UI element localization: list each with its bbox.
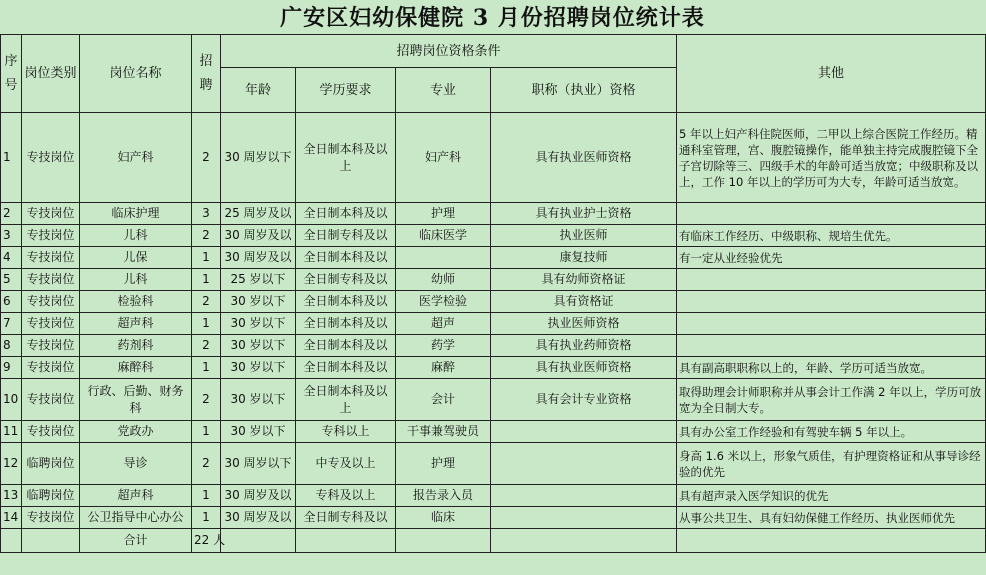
cell-position: 麻醉科 xyxy=(80,357,192,379)
cell-position: 临床护理 xyxy=(80,203,192,225)
cell-major: 护理 xyxy=(396,443,491,485)
cell-major: 临床医学 xyxy=(396,225,491,247)
cell-seq: 4 xyxy=(1,247,22,269)
cell-education: 全日制专科及以 xyxy=(296,225,396,247)
cell-seq: 7 xyxy=(1,313,22,335)
cell-other: 具有副高职职称以上的，年龄、学历可适当放宽。 xyxy=(677,357,986,379)
cell-other: 5 年以上妇产科住院医师，二甲以上综合医院工作经历。精通科室管理，宫、腹腔镜操作，能单独主持完成腹腔镜下全子宫切除等三、四级手术的年龄可适当放宽；中级职称及以上，工作 10 年以上的学历可为大专，年龄可适当放宽。 xyxy=(677,113,986,203)
cell-age: 30 周岁及以 xyxy=(221,225,296,247)
cell-position: 妇产科 xyxy=(80,113,192,203)
cell-education: 全日制本科及以 xyxy=(296,247,396,269)
cell-age: 30 周岁及以 xyxy=(221,247,296,269)
table-row xyxy=(1,313,986,335)
cell-education: 专科以上 xyxy=(296,421,396,443)
cell-education: 全日制专科及以 xyxy=(296,507,396,529)
cell-other xyxy=(677,291,986,313)
cell-position: 检验科 xyxy=(80,291,192,313)
cell-count: 2 xyxy=(192,291,221,313)
cell-count: 1 xyxy=(192,247,221,269)
cell-position: 导诊 xyxy=(80,443,192,485)
recruitment-table xyxy=(0,34,986,553)
cell-education: 全日制专科及以 xyxy=(296,269,396,291)
cell-age: 30 周岁及以 xyxy=(221,507,296,529)
cell-count: 2 xyxy=(192,335,221,357)
table-row xyxy=(1,421,986,443)
cell-education: 全日制本科及以 xyxy=(296,291,396,313)
cell-age: 30 岁以下 xyxy=(221,335,296,357)
cell-age: 30 岁以下 xyxy=(221,379,296,421)
cell-major: 幼师 xyxy=(396,269,491,291)
cell-type: 专技岗位 xyxy=(22,113,80,203)
cell-age: 25 周岁及以 xyxy=(221,203,296,225)
cell-type: 专技岗位 xyxy=(22,421,80,443)
cell-seq: 14 xyxy=(1,507,22,529)
cell-position: 超声科 xyxy=(80,485,192,507)
empty-cell xyxy=(1,529,22,553)
cell-major: 麻醉 xyxy=(396,357,491,379)
cell-education: 全日制本科及以上 xyxy=(296,113,396,203)
cell-type: 专技岗位 xyxy=(22,291,80,313)
cell-major: 妇产科 xyxy=(396,113,491,203)
table-row xyxy=(1,485,986,507)
cell-seq: 8 xyxy=(1,335,22,357)
cell-position: 超声科 xyxy=(80,313,192,335)
cell-qualification: 康复技师 xyxy=(491,247,677,269)
empty-cell xyxy=(22,529,80,553)
cell-other: 有一定从业经验优先 xyxy=(677,247,986,269)
empty-cell xyxy=(677,529,986,553)
cell-type: 临聘岗位 xyxy=(22,443,80,485)
cell-age: 30 周岁及以 xyxy=(221,485,296,507)
cell-type: 专技岗位 xyxy=(22,269,80,291)
cell-age: 30 周岁以下 xyxy=(221,113,296,203)
empty-cell xyxy=(221,529,296,553)
cell-qualification xyxy=(491,443,677,485)
table-row xyxy=(1,225,986,247)
cell-other: 有临床工作经历、中级职称、规培生优先。 xyxy=(677,225,986,247)
cell-seq: 10 xyxy=(1,379,22,421)
cell-count: 2 xyxy=(192,379,221,421)
cell-qualification: 具有执业医师资格 xyxy=(491,357,677,379)
table-row xyxy=(1,507,986,529)
total-row xyxy=(1,529,986,553)
header-other: 其他 xyxy=(677,35,986,113)
total-label: 合计 xyxy=(80,529,192,553)
total-count: 22 人 xyxy=(192,529,221,553)
cell-seq: 11 xyxy=(1,421,22,443)
cell-type: 专技岗位 xyxy=(22,357,80,379)
cell-count: 1 xyxy=(192,357,221,379)
cell-education: 全日制本科及以 xyxy=(296,335,396,357)
cell-count: 1 xyxy=(192,485,221,507)
cell-qualification: 具有会计专业资格 xyxy=(491,379,677,421)
cell-position: 儿科 xyxy=(80,225,192,247)
cell-count: 1 xyxy=(192,421,221,443)
cell-major xyxy=(396,247,491,269)
cell-other: 身高 1.6 米以上，形象气质佳，有护理资格证和从事导诊经验的优先 xyxy=(677,443,986,485)
empty-cell xyxy=(396,529,491,553)
cell-seq: 6 xyxy=(1,291,22,313)
cell-position: 党政办 xyxy=(80,421,192,443)
cell-other: 具有超声录入医学知识的优先 xyxy=(677,485,986,507)
cell-position: 儿科 xyxy=(80,269,192,291)
cell-age: 30 岁以下 xyxy=(221,421,296,443)
cell-type: 专技岗位 xyxy=(22,335,80,357)
cell-education: 专科及以上 xyxy=(296,485,396,507)
cell-major: 医学检验 xyxy=(396,291,491,313)
cell-other xyxy=(677,313,986,335)
table-row xyxy=(1,113,986,203)
header-conditions: 招聘岗位资格条件 xyxy=(221,35,677,68)
cell-qualification: 具有资格证 xyxy=(491,291,677,313)
cell-seq: 9 xyxy=(1,357,22,379)
cell-position: 药剂科 xyxy=(80,335,192,357)
cell-age: 30 岁以下 xyxy=(221,291,296,313)
table-row xyxy=(1,357,986,379)
table-row xyxy=(1,443,986,485)
cell-major: 会计 xyxy=(396,379,491,421)
cell-other xyxy=(677,203,986,225)
cell-type: 临聘岗位 xyxy=(22,485,80,507)
cell-seq: 1 xyxy=(1,113,22,203)
header-name: 岗位名称 xyxy=(80,35,192,113)
table-row xyxy=(1,203,986,225)
cell-qualification xyxy=(491,485,677,507)
cell-count: 3 xyxy=(192,203,221,225)
table-row xyxy=(1,247,986,269)
cell-education: 全日制本科及以 xyxy=(296,203,396,225)
cell-qualification: 具有执业医师资格 xyxy=(491,113,677,203)
cell-qualification: 具有幼师资格证 xyxy=(491,269,677,291)
header-type: 岗位类别 xyxy=(22,35,80,113)
table-row xyxy=(1,269,986,291)
cell-major: 报告录入员 xyxy=(396,485,491,507)
cell-seq: 5 xyxy=(1,269,22,291)
page-title: 广安区妇幼保健院 3 月份招聘岗位统计表 xyxy=(280,5,705,31)
cell-other: 从事公共卫生、具有妇幼保健工作经历、执业医师优先 xyxy=(677,507,986,529)
cell-education: 全日制本科及以 xyxy=(296,357,396,379)
cell-count: 1 xyxy=(192,313,221,335)
cell-major: 临床 xyxy=(396,507,491,529)
cell-count: 1 xyxy=(192,269,221,291)
cell-count: 2 xyxy=(192,225,221,247)
table-row xyxy=(1,291,986,313)
cell-qualification xyxy=(491,421,677,443)
cell-type: 专技岗位 xyxy=(22,247,80,269)
cell-major: 超声 xyxy=(396,313,491,335)
cell-type: 专技岗位 xyxy=(22,203,80,225)
table-row xyxy=(1,379,986,421)
cell-seq: 3 xyxy=(1,225,22,247)
cell-major: 药学 xyxy=(396,335,491,357)
cell-position: 行政、后勤、财务科 xyxy=(80,379,192,421)
cell-type: 专技岗位 xyxy=(22,507,80,529)
cell-qualification: 执业医师 xyxy=(491,225,677,247)
header-education: 学历要求 xyxy=(296,68,396,113)
table-row xyxy=(1,335,986,357)
empty-cell xyxy=(296,529,396,553)
header-qualification: 职称（执业）资格 xyxy=(491,68,677,113)
cell-seq: 12 xyxy=(1,443,22,485)
cell-age: 30 岁以下 xyxy=(221,313,296,335)
cell-qualification xyxy=(491,507,677,529)
cell-count: 1 xyxy=(192,507,221,529)
cell-type: 专技岗位 xyxy=(22,313,80,335)
cell-count: 2 xyxy=(192,443,221,485)
empty-cell xyxy=(491,529,677,553)
cell-major: 护理 xyxy=(396,203,491,225)
cell-qualification: 执业医师资格 xyxy=(491,313,677,335)
cell-age: 25 岁以下 xyxy=(221,269,296,291)
cell-qualification: 具有执业护士资格 xyxy=(491,203,677,225)
cell-type: 专技岗位 xyxy=(22,225,80,247)
header-count: 招聘 xyxy=(192,35,221,113)
cell-education: 全日制本科及以 xyxy=(296,313,396,335)
header-major: 专业 xyxy=(396,68,491,113)
cell-other: 取得助理会计师职称并从事会计工作满 2 年以上，学历可放宽为全日制大专。 xyxy=(677,379,986,421)
header-age: 年龄 xyxy=(221,68,296,113)
cell-type: 专技岗位 xyxy=(22,379,80,421)
cell-age: 30 周岁以下 xyxy=(221,443,296,485)
cell-other xyxy=(677,269,986,291)
cell-position: 公卫指导中心办公 xyxy=(80,507,192,529)
cell-age: 30 岁以下 xyxy=(221,357,296,379)
cell-education: 全日制本科及以上 xyxy=(296,379,396,421)
cell-qualification: 具有执业药师资格 xyxy=(491,335,677,357)
cell-count: 2 xyxy=(192,113,221,203)
cell-seq: 2 xyxy=(1,203,22,225)
cell-major: 干事兼驾驶员 xyxy=(396,421,491,443)
header-seq: 序号 xyxy=(1,35,22,113)
cell-education: 中专及以上 xyxy=(296,443,396,485)
cell-other: 具有办公室工作经验和有驾驶车辆 5 年以上。 xyxy=(677,421,986,443)
cell-position: 儿保 xyxy=(80,247,192,269)
cell-other xyxy=(677,335,986,357)
cell-seq: 13 xyxy=(1,485,22,507)
